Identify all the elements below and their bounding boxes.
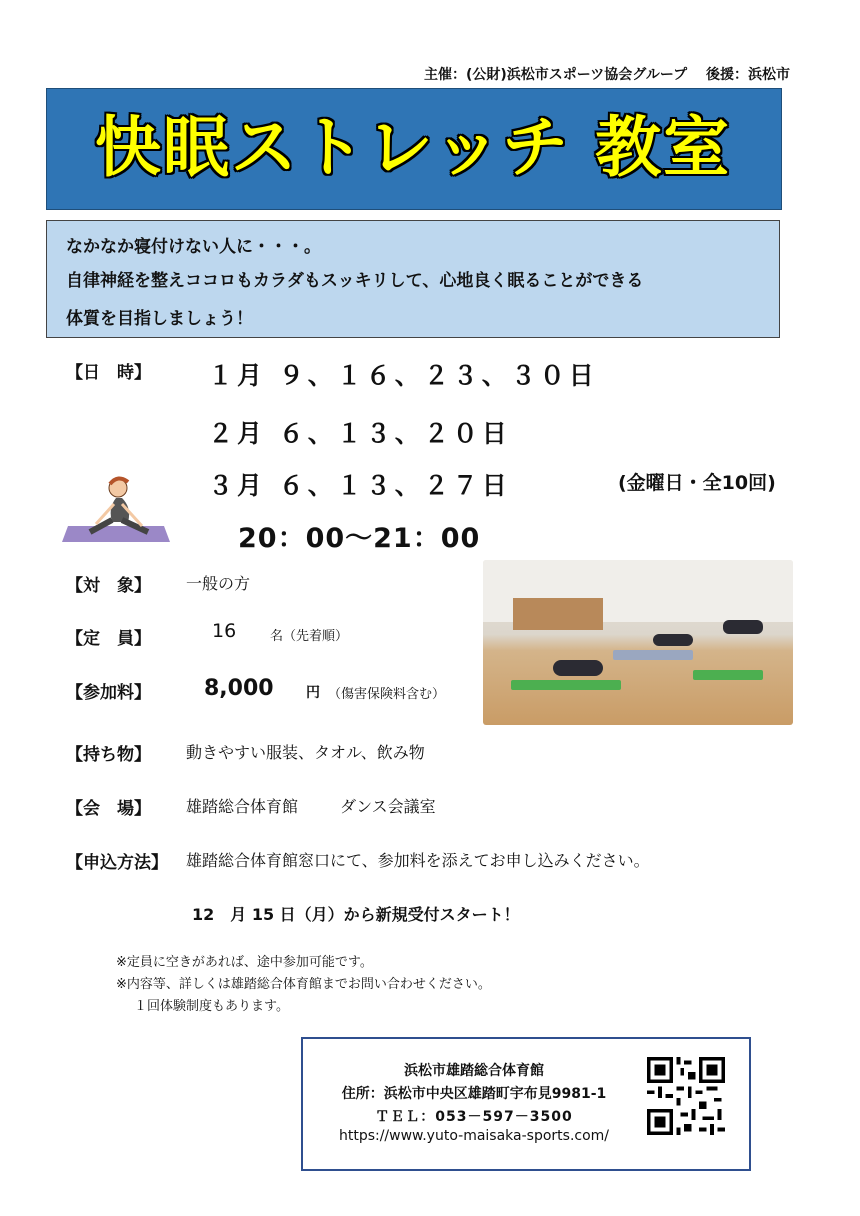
- target-value: 一般の方: [186, 574, 251, 593]
- stretching-illustration: [52, 474, 176, 548]
- contact-name: 浜松市雄踏総合体育館: [404, 1063, 544, 1079]
- venue-room: ダンス会議室: [340, 797, 436, 816]
- capacity-unit: 名（先着順）: [270, 629, 349, 644]
- schedule-january: １月 ９、１６、２３、３０日: [208, 361, 598, 390]
- sponsor-line: 主催：(公財)浜松市スポーツ協会グループ 後援：浜松市: [424, 67, 790, 83]
- start-notice: 12 月 15 日（月）から新規受付スタート！: [192, 905, 520, 924]
- items-label: 【持ち物】: [66, 745, 151, 765]
- fee-note: （傷害保険料含む）: [328, 687, 446, 702]
- apply-value: 雄踏総合体育館窓口にて、参加料を添えてお申し込みください。: [186, 851, 650, 870]
- fee-label: 【参加料】: [66, 683, 151, 703]
- target-label: 【対 象】: [66, 576, 151, 596]
- venue-label: 【会 場】: [66, 799, 151, 819]
- qr-code-icon: [647, 1057, 725, 1135]
- note-2: ※内容等、詳しくは雄踏総合体育館までお問い合わせください。: [116, 977, 491, 992]
- fee-amount: 8,000: [204, 676, 274, 701]
- contact-url[interactable]: https://www.yuto-maisaka-sports.com/: [338, 1128, 610, 1144]
- class-photo: [483, 560, 793, 725]
- schedule-march: ３月 ６、１３、２７日: [208, 471, 511, 500]
- fee-unit: 円: [306, 685, 320, 701]
- intro-line-2: 自律神経を整えココロもカラダもスッキリして、心地良く眠ることができる: [66, 271, 644, 291]
- schedule-february: ２月 ６、１３、２０日: [208, 419, 511, 448]
- schedule-summary: (金曜日・全10回): [618, 472, 776, 494]
- contact-tel: ＴＥＬ：053－597－3500: [375, 1109, 573, 1125]
- contact-address: 住所：浜松市中央区雄踏町宇布見9981-1: [341, 1086, 607, 1102]
- capacity-label: 【定 員】: [66, 629, 151, 649]
- note-1: ※定員に空きがあれば、途中参加可能です。: [116, 955, 373, 970]
- capacity-number: 16: [212, 620, 237, 642]
- apply-label: 【申込方法】: [66, 853, 168, 873]
- venue-name: 雄踏総合体育館: [186, 797, 299, 816]
- page-title: 快眠ストレッチ 教室: [94, 109, 732, 186]
- note-3: １回体験制度もあります。: [134, 999, 289, 1014]
- schedule-time: 20：00～21：00: [238, 523, 481, 554]
- intro-line-3: 体質を目指しましょう！: [66, 309, 253, 329]
- schedule-label: 【日 時】: [66, 363, 151, 383]
- items-value: 動きやすい服装、タオル、飲み物: [186, 743, 425, 762]
- intro-line-1: なかなか寝付けない人に・・・。: [66, 237, 321, 257]
